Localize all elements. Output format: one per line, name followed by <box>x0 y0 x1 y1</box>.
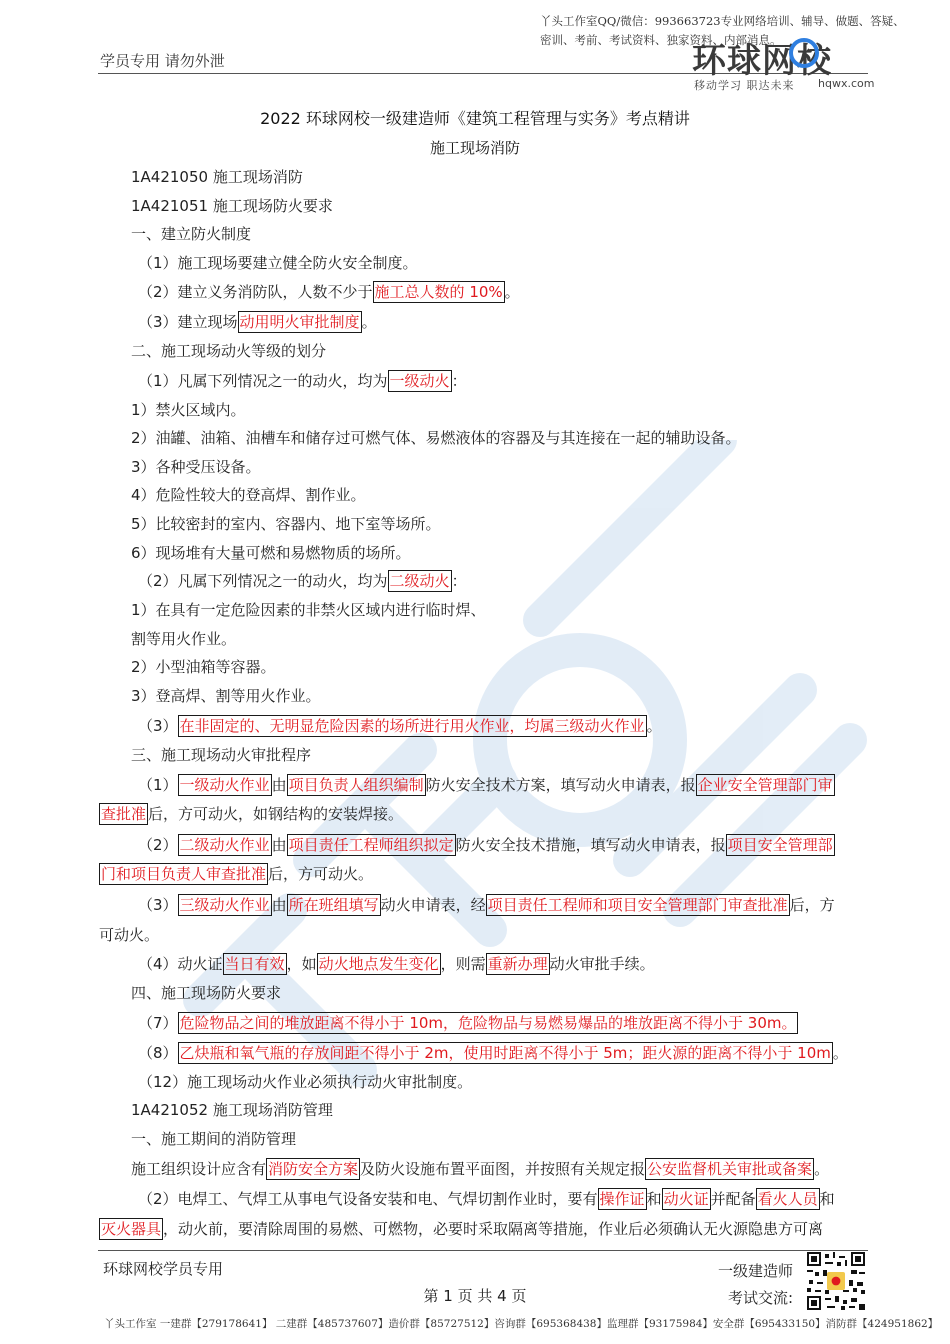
text-segment: 并配备 <box>710 1190 756 1208</box>
key-point-highlight: 公安监督机关审批或备案 <box>647 1160 813 1178</box>
text-line <box>131 1100 333 1120</box>
text-segment: 由 <box>271 896 287 914</box>
text-segment: 。 <box>504 283 520 301</box>
text-segment: 2）小型油箱等容器。 <box>131 658 276 676</box>
text-line <box>131 485 366 505</box>
logo-ring-icon <box>789 38 819 68</box>
key-point-highlight: 当日有效 <box>224 955 285 973</box>
text-line <box>138 1043 848 1063</box>
page-number: 第 1 页 共 4 页 <box>423 1287 527 1305</box>
text-segment: 割等用火作业。 <box>131 630 237 648</box>
text-segment: 6）现场堆有大量可燃和易燃物质的场所。 <box>131 544 411 562</box>
text-line <box>138 282 520 302</box>
text-segment: 一、施工期间的消防管理 <box>131 1130 297 1148</box>
text-line <box>138 312 377 332</box>
key-point-highlight: 操作证 <box>599 1190 645 1208</box>
text-segment: ： <box>451 572 467 590</box>
text-segment: 1A421050 施工现场消防 <box>131 168 303 186</box>
text-segment: 4）危险性较大的登高焊、割作业。 <box>131 486 366 504</box>
text-segment: （1） <box>138 776 178 794</box>
text-line <box>131 686 321 706</box>
text-segment: 和 <box>646 1190 662 1208</box>
text-segment: （1）凡属下列情况之一的动火，均为 <box>138 372 388 390</box>
text-segment: （3）建立现场 <box>138 313 238 331</box>
text-segment: 四、施工现场防火要求 <box>131 984 282 1002</box>
text-segment: 和 <box>819 1190 835 1208</box>
text-line <box>138 371 467 391</box>
text-line <box>131 514 441 534</box>
key-point-highlight: 灭火器具 <box>101 1220 162 1238</box>
text-segment: 1A421051 施工现场防火要求 <box>131 197 333 215</box>
text-segment: 5）比较密封的室内、容器内、地下室等场所。 <box>131 515 441 533</box>
text-segment: 1）在具有一定危险因素的非禁火区域内进行临时焊、 <box>131 601 486 619</box>
key-point-highlight: 乙炔瓶和氧气瓶的存放间距不得小于 2m，使用时距离不得小于 5m；距火源的距离不得小于 10m <box>179 1044 831 1062</box>
text-line <box>138 1189 835 1209</box>
text-line <box>131 167 303 187</box>
text-segment: 3）登高焊、割等用火作业。 <box>131 687 321 705</box>
text-line <box>138 1072 472 1092</box>
text-segment: 三、施工现场动火审批程序 <box>131 746 312 764</box>
text-segment: 由 <box>271 836 287 854</box>
text-segment: 。 <box>832 1044 848 1062</box>
text-segment: 可动火。 <box>99 926 160 944</box>
footer-exchange-label: 考试交流: <box>728 1289 794 1307</box>
text-segment: 由 <box>271 776 287 794</box>
text-segment: 防火安全技术方案，填写动火申请表，报 <box>425 776 696 794</box>
text-line <box>138 895 835 915</box>
text-segment: 防火安全技术措施，填写动火申请表，报 <box>455 836 726 854</box>
text-segment: 后，方可动火，如钢结构的安装焊接。 <box>148 805 404 823</box>
text-segment: 1）禁火区域内。 <box>131 401 246 419</box>
text-segment: （2）建立义务消防队，人数不少于 <box>138 283 373 301</box>
text-line <box>131 224 251 244</box>
key-point-highlight: 一级动火 <box>389 372 450 390</box>
text-segment: （12）施工现场动火作业必须执行动火审批制度。 <box>138 1073 473 1091</box>
text-segment: 动火申请表，经 <box>380 896 486 914</box>
key-point-highlight: 动火证 <box>663 1190 709 1208</box>
text-line <box>131 341 326 361</box>
key-point-highlight: 项目负责人组织编制 <box>288 776 424 794</box>
text-line <box>99 804 403 824</box>
text-line <box>131 400 246 420</box>
key-point-highlight: 施工总人数的 10% <box>374 283 503 301</box>
text-line <box>131 983 281 1003</box>
key-point-highlight: 企业安全管理部门审 <box>697 776 833 794</box>
key-point-highlight: 项目安全管理部 <box>727 836 833 854</box>
footer-group-note: 丫头工作室 一建群【279178641】 二建群【485737607】造价群【85727512】咨询群【695368438】监理群【93175984】安全群【695433150】消防群【424951862】 <box>104 1318 939 1330</box>
text-segment: 3）各种受压设备。 <box>131 458 261 476</box>
text-segment: （1）施工现场要建立健全防火安全制度。 <box>138 254 418 272</box>
text-segment: 施工组织设计应含有 <box>131 1160 267 1178</box>
key-point-highlight: 项目责任工程师组织拟定 <box>288 836 454 854</box>
text-line <box>131 428 741 448</box>
text-segment: （2）凡属下列情况之一的动火，均为 <box>138 572 388 590</box>
text-segment: 动火审批手续。 <box>549 955 655 973</box>
text-segment: （2） <box>138 836 178 854</box>
text-segment: 。 <box>361 313 377 331</box>
key-point-highlight: 消防安全方案 <box>268 1160 359 1178</box>
text-line <box>131 196 333 216</box>
text-line <box>131 1129 296 1149</box>
text-segment: ，动火前，要清除周围的易燃、可燃物，必要时采取隔离等措施，作业后必须确认无火源隐患方可离 <box>163 1220 824 1238</box>
footer-student-label: 环球网校学员专用 <box>103 1260 224 1278</box>
page-subtitle: 施工现场消防 <box>429 139 520 157</box>
text-segment: ： <box>451 372 467 390</box>
text-line <box>138 716 662 736</box>
key-point-highlight: 所在班组填写 <box>288 896 379 914</box>
text-line <box>99 864 373 884</box>
key-point-highlight: 重新办理 <box>487 955 548 973</box>
key-point-highlight: 三级动火作业 <box>179 896 270 914</box>
text-line <box>138 571 467 591</box>
text-segment: （3） <box>138 896 178 914</box>
key-point-highlight: 动用明火审批制度 <box>239 313 360 331</box>
key-point-highlight: 查批准 <box>101 805 147 823</box>
text-line <box>131 543 411 563</box>
key-point-highlight: 危险物品之间的堆放距离不得小于 10m，危险物品与易燃易爆品的堆放距离不得小于 30m。 <box>179 1014 797 1032</box>
text-segment: （8） <box>138 1044 178 1062</box>
text-segment: （3） <box>138 717 178 735</box>
key-point-highlight: 项目责任工程师和项目安全管理部门审查批准 <box>487 896 788 914</box>
text-segment: （2）电焊工、气焊工从事电气设备安装和电、气焊切割作业时，要有 <box>138 1190 598 1208</box>
text-segment: 。 <box>814 1160 830 1178</box>
header-note: 丫头工作室QQ/微信：993663723专业网络培训、辅导、做题、答疑、密训、考前、考试资料、独家资料、内部消息。 <box>540 14 905 47</box>
text-line <box>138 775 835 795</box>
key-point-highlight: 在非固定的、无明显危险因素的场所进行用火作业，均属三级动火作业 <box>179 717 645 735</box>
text-line <box>131 600 486 620</box>
key-point-highlight: 动火地点发生变化 <box>318 955 439 973</box>
text-segment: （7） <box>138 1014 178 1032</box>
text-segment: 。 <box>646 717 662 735</box>
key-point-highlight: 门和项目负责人审查批准 <box>101 865 267 883</box>
text-line <box>99 1219 823 1239</box>
footer-divider <box>98 1250 868 1251</box>
key-point-highlight: 看火人员 <box>757 1190 818 1208</box>
text-line <box>138 835 835 855</box>
text-line <box>138 1013 798 1033</box>
logo-slogan: 移动学习 职达未来 <box>694 79 795 92</box>
text-segment: ，则需 <box>440 955 486 973</box>
text-line <box>131 629 236 649</box>
key-point-highlight: 二级动火作业 <box>179 836 270 854</box>
text-segment: 后，方 <box>789 896 835 914</box>
text-segment: （4）动火证 <box>138 955 223 973</box>
text-segment: 二、施工现场动火等级的划分 <box>131 342 327 360</box>
text-segment: 2）油罐、油箱、油槽车和储存过可燃气体、易燃液体的容器及与其连接在一起的辅助设备。 <box>131 429 741 447</box>
text-line <box>138 253 418 273</box>
text-segment: 后，方可动火。 <box>268 865 374 883</box>
text-line <box>131 657 276 677</box>
logo-url: hqwx.com <box>818 77 875 90</box>
text-line <box>131 745 311 765</box>
key-point-highlight: 二级动火 <box>389 572 450 590</box>
text-segment: 一、建立防火制度 <box>131 225 252 243</box>
text-segment: ，如 <box>286 955 317 973</box>
text-line <box>131 1159 829 1179</box>
key-point-highlight: 一级动火作业 <box>179 776 270 794</box>
footer-exam-label: 一级建造师 <box>718 1262 794 1280</box>
text-segment: 及防火设施布置平面图，并按照有关规定报 <box>360 1160 646 1178</box>
text-segment: 1A421052 施工现场消防管理 <box>131 1101 333 1119</box>
logo-text: 环球网校 <box>692 41 832 81</box>
text-line <box>99 925 159 945</box>
text-line <box>131 457 261 477</box>
student-only-label: 学员专用 请勿外泄 <box>100 52 225 70</box>
text-line <box>138 954 655 974</box>
page-title: 2022 环球网校一级建造师《建筑工程管理与实务》考点精讲 <box>260 109 690 128</box>
